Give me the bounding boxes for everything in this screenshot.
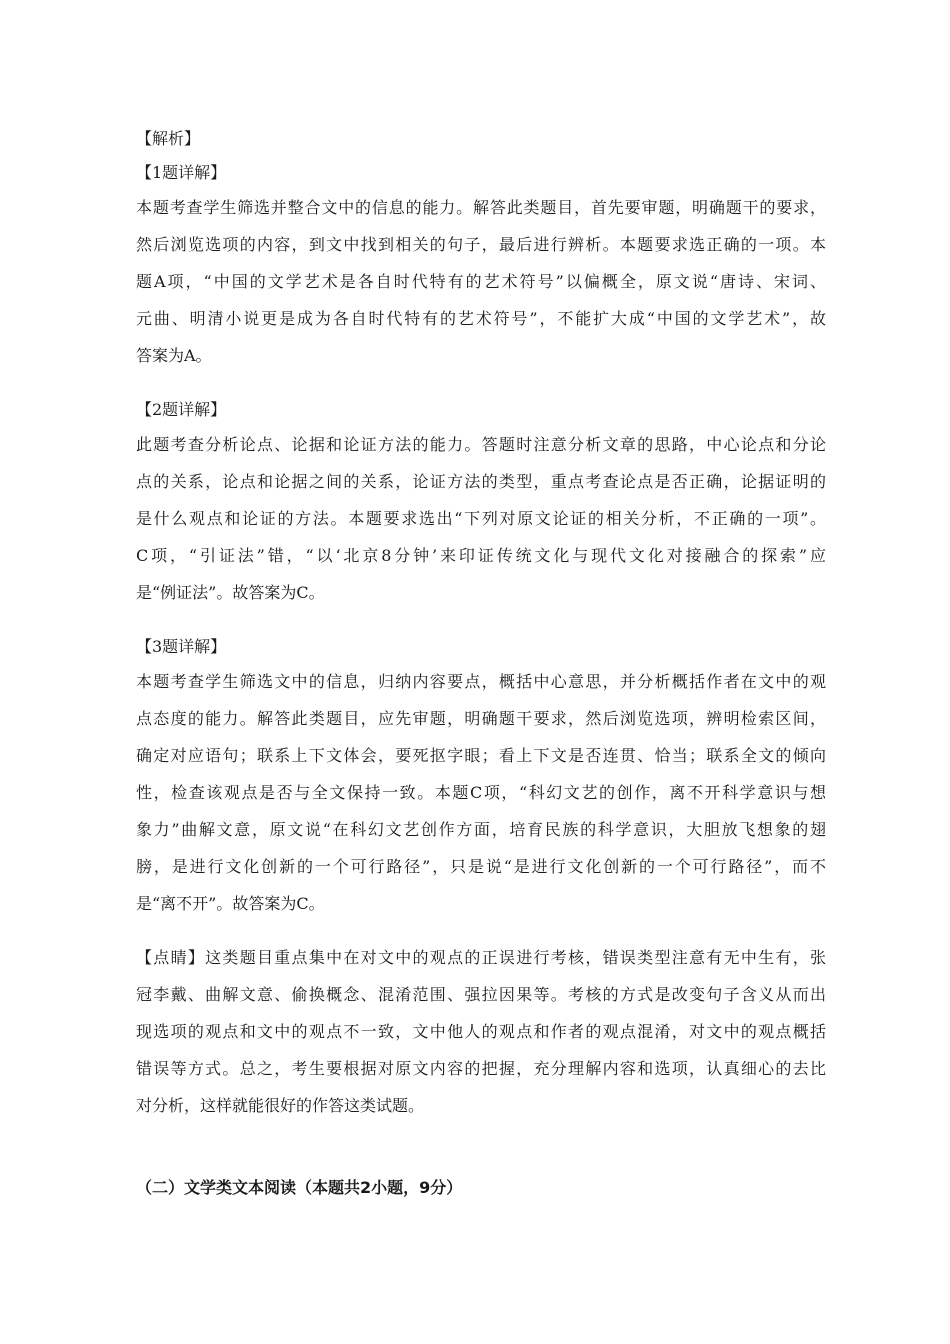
q1-line: 答案为A。 xyxy=(136,346,212,365)
q3-line: 本题考查学生筛选文中的信息，归纳内容要点，概括中心意思，并分析概括作者在文中的观 xyxy=(136,672,826,691)
q2-line: 是“例证法”。故答案为C。 xyxy=(136,583,325,602)
q3-label: 【3题详解】 xyxy=(136,637,227,656)
q2-label: 【2题详解】 xyxy=(136,400,227,419)
q3-line: 点态度的能力。解答此类题目，应先审题，明确题干要求，然后浏览选项，辨明检索区间， xyxy=(136,709,826,728)
tip-line: 错误等方式。总之，考生要根据对原文内容的把握，充分理解内容和选项，认真细心的去比 xyxy=(136,1059,826,1078)
q3-line: 是“离不开”。故答案为C。 xyxy=(136,894,325,913)
q2-line: 点的关系，论点和论据之间的关系，论证方法的类型，重点考查论点是否正确，论据证明的 xyxy=(136,472,826,491)
q2-line: 是什么观点和论证的方法。本题要求选出“下列对原文论证的相关分析，不正确的一项”。 xyxy=(136,509,826,528)
tip-line: 冠李戴、曲解文意、偷换概念、混淆范围、强拉因果等。考核的方式是改变句子含义从而出 xyxy=(136,985,826,1004)
q2-line: C项，“引证法”错，“以‘北京8分钟’来印证传统文化与现代文化对接融合的探索”应 xyxy=(136,546,826,565)
q1-line: 本题考查学生筛选并整合文中的信息的能力。解答此类题目，首先要审题，明确题干的要求， xyxy=(136,198,826,217)
tip-line: 对分析，这样就能很好的作答这类试题。 xyxy=(136,1096,425,1115)
q1-line: 然后浏览选项的内容，到文中找到相关的句子，最后进行辨析。本题要求选正确的一项。本 xyxy=(136,235,826,254)
q3-line: 性，检查该观点是否与全文保持一致。本题C项，“科幻文艺的创作，离不开科学意识与想 xyxy=(136,783,826,802)
q1-line: 元曲、明清小说更是成为各自时代特有的艺术符号”，不能扩大成“中国的文学艺术”，故 xyxy=(136,309,826,328)
q3-line: 确定对应语句；联系上下文体会，要死抠字眼；看上下文是否连贯、恰当；联系全文的倾向 xyxy=(136,746,826,765)
q3-line: 象力”曲解文意，原文说“在科幻文艺创作方面，培育民族的科学意识，大胆放飞想象的翅 xyxy=(136,820,826,839)
analysis-label: 【解析】 xyxy=(136,129,201,148)
tip-line: 现选项的观点和文中的观点不一致，文中他人的观点和作者的观点混淆，对文中的观点概括 xyxy=(136,1022,826,1041)
q3-line: 膀，是进行文化创新的一个可行路径”，只是说“是进行文化创新的一个可行路径”，而不 xyxy=(136,857,826,876)
tip-line: 【点睛】这类题目重点集中在对文中的观点的正误进行考核，错误类型注意有无中生有，张 xyxy=(136,948,826,967)
q1-line: 题A项，“中国的文学艺术是各自时代特有的艺术符号”以偏概全，原文说“唐诗、宋词、 xyxy=(136,272,826,291)
q1-label: 【1题详解】 xyxy=(136,163,227,182)
q2-line: 此题考查分析论点、论据和论证方法的能力。答题时注意分析文章的思路，中心论点和分论 xyxy=(136,435,826,454)
section-heading: （二）文学类文本阅读（本题共2小题，9分） xyxy=(136,1178,463,1197)
